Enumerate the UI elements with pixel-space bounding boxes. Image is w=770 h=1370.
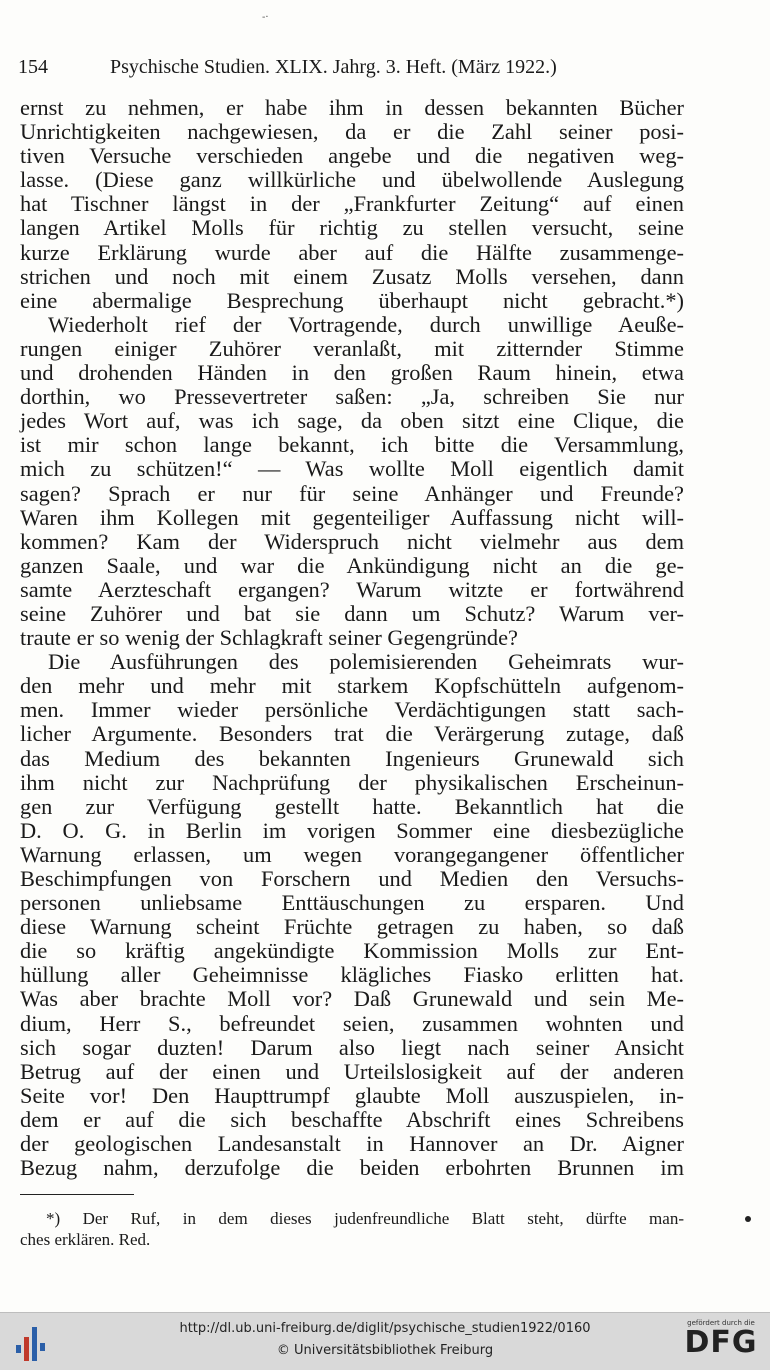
main-text <box>20 96 684 1180</box>
footnote-line: ches erklären. Red. <box>20 1230 151 1249</box>
text-line: dorthin, wo Pressevertreter saßen: „Ja, schreiben Sie nur <box>20 384 684 410</box>
text-line: Die Ausführungen des polemisierenden Geheimrats wur- <box>48 649 684 675</box>
dfg-tagline: gefördert durch die <box>687 1319 755 1327</box>
dfg-logo-text: DFG <box>684 1325 758 1360</box>
text-line: rungen einiger Zuhörer veranlaßt, mit zitternder Stimme <box>20 335 684 361</box>
page-number: 154 <box>18 56 48 78</box>
text-line: hüllung aller Geheimnisse klägliches Fiasko erlitten hat. <box>20 962 684 988</box>
text-line: ganzen Saale, und war die Ankündigung nicht an die ge- <box>20 552 684 578</box>
text-line: sich sogar duzten! Darum also liegt nach seiner Ansicht <box>20 1034 684 1060</box>
text-line: mich zu schützen!“ — Was wollte Moll eigentlich damit <box>20 456 684 482</box>
text-line: tiven Versuche verschieden angebe und die negativen weg- <box>20 143 684 169</box>
text-line: traute er so wenig der Schlagkraft seiner Gegengründe? <box>20 625 518 651</box>
permalink-url[interactable]: http://dl.ub.uni-freiburg.de/diglit/psychische_studien1922/0160 <box>179 1321 591 1336</box>
text-line: die so kräftig angekündigte Kommission Molls zur Ent- <box>20 938 684 964</box>
scan-speck: -· <box>262 12 269 23</box>
text-line: Beschimpfungen von Forschern und Medien den Versuchs- <box>20 866 684 891</box>
text-line: diese Warnung scheint Früchte getragen zu haben, so daß <box>20 914 684 940</box>
text-line: lasse. (Diese ganz willkürliche und übelwollende Auslegung <box>20 167 684 193</box>
text-line: dem er auf die sich beschaffte Abschrift eines Schreibens <box>20 1106 684 1132</box>
text-line: D. O. G. in Berlin im vorigen Sommer eine diesbezügliche <box>20 817 684 843</box>
text-line: licher Argumente. Besonders trat die Verärgerung zutage, daß <box>20 721 684 747</box>
footnote-rule <box>20 1194 134 1195</box>
text-line: langen Artikel Molls für richtig zu stellen versucht, seine <box>20 215 684 241</box>
text-line: das Medium des bekannten Ingenieurs Grunewald sich <box>20 745 684 771</box>
text-line: den mehr und mehr mit starkem Kopfschütteln aufgenom- <box>20 673 684 699</box>
footnote <box>20 1208 684 1250</box>
text-line: men. Immer wieder persönliche Verdächtigungen statt sach- <box>20 697 684 723</box>
text-line: hat Tischner längst in der „Frankfurter Zeitung“ auf einen <box>20 191 684 217</box>
dfg-logo <box>680 1319 762 1365</box>
text-line: Bezug nahm, derzufolge die beiden erbohrten Brunnen im <box>20 1155 684 1181</box>
text-line: Betrug auf der einen und Urteilslosigkeit auf der anderen <box>20 1058 684 1084</box>
running-title: Psychische Studien. XLIX. Jahrg. 3. Heft. (März 1922.) <box>110 56 557 78</box>
text-line: ihm nicht zur Nachprüfung der physikalischen Erscheinun- <box>20 769 684 795</box>
text-line: samte Aerzteschaft ergangen? Warum witzte er fortwährend <box>20 576 684 602</box>
text-line: ernst zu nehmen, er habe ihm in dessen bekannten Bücher <box>20 95 684 120</box>
text-line: kurze Erklärung wurde aber auf die Hälfte zusammenge- <box>20 239 684 265</box>
text-line: Wiederholt rief der Vortragende, durch unwillige Aeuße- <box>48 311 684 337</box>
text-line: gen zur Verfügung gestellt hatte. Bekanntlich hat die <box>20 793 684 819</box>
text-line: ist mir schon lange bekannt, ich bitte die Versammlung, <box>20 432 684 458</box>
margin-dot <box>745 1216 751 1222</box>
text-line: Waren ihm Kollegen mit gegenteiliger Auffassung nicht will- <box>20 504 684 530</box>
viewer-footer <box>0 1312 770 1370</box>
text-line: der geologischen Landesanstalt in Hannover an Dr. Aigner <box>20 1131 684 1157</box>
text-line: jedes Wort auf, was ich sage, da oben sitzt eine Clique, die <box>20 408 684 434</box>
text-line: Unrichtigkeiten nachgewiesen, da er die Zahl seiner posi- <box>20 119 684 145</box>
text-line: und drohenden Händen in den großen Raum hinein, etwa <box>20 360 684 386</box>
text-line: Warnung erlassen, um wegen vorangegangener öffentlicher <box>20 841 684 867</box>
text-line: personen unliebsame Enttäuschungen zu ersparen. Und <box>20 890 684 916</box>
copyright-notice: © Universitätsbibliothek Freiburg <box>276 1343 494 1358</box>
text-line: kommen? Kam der Widerspruch nicht vielmehr aus dem <box>20 528 684 554</box>
text-line: eine abermalige Besprechung überhaupt nicht gebracht.*) <box>20 287 684 313</box>
text-line: dium, Herr S., befreundet seien, zusammen wohnten und <box>20 1010 684 1036</box>
text-line: sagen? Sprach er nur für seine Anhänger und Freunde? <box>20 480 684 506</box>
text-line: seine Zuhörer und bat sie dann um Schutz? Warum ver- <box>20 600 684 626</box>
text-line: Was aber brachte Moll vor? Daß Grunewald und sein Me- <box>20 986 684 1012</box>
footnote-line: *) Der Ruf, in dem dieses judenfreundliche Blatt steht, dürfte man- <box>46 1209 684 1228</box>
text-line: strichen und noch mit einem Zusatz Molls versehen, dann <box>20 263 684 289</box>
text-line: Seite vor! Den Haupttrumpf glaubte Moll auszuspielen, in- <box>20 1082 684 1108</box>
